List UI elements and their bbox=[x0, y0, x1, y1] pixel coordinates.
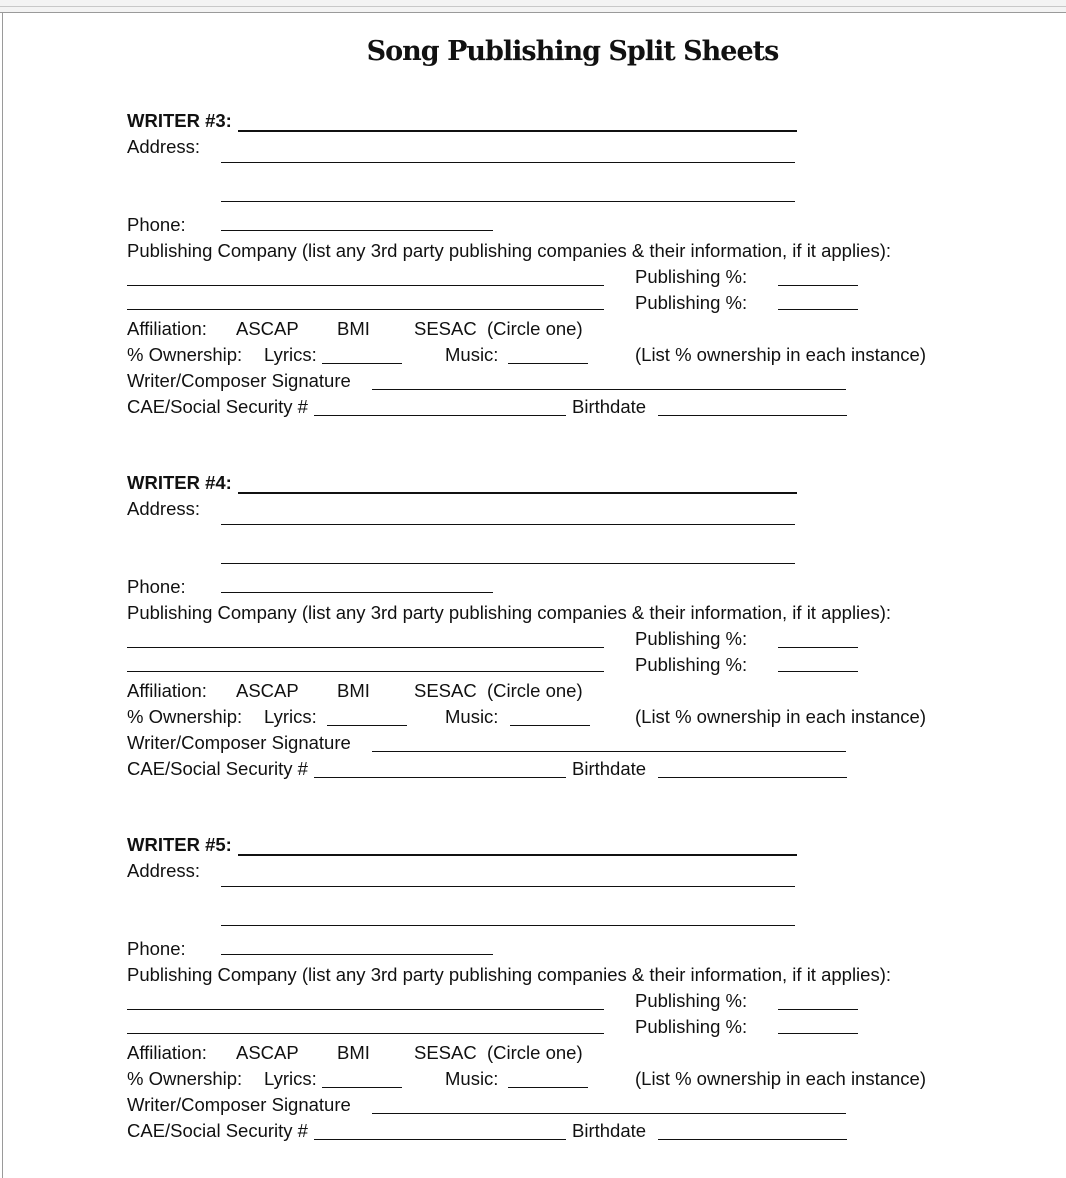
lyrics-pct-field[interactable] bbox=[322, 1087, 402, 1088]
writer-name-field[interactable] bbox=[238, 130, 797, 132]
phone-field[interactable] bbox=[221, 954, 493, 955]
publishing-pct-field-1[interactable] bbox=[778, 1009, 858, 1010]
writer-section bbox=[0, 834, 1066, 1174]
affiliation-ascap[interactable]: ASCAP bbox=[236, 318, 299, 339]
affiliation-label: Affiliation: bbox=[127, 680, 207, 701]
music-pct-field[interactable] bbox=[510, 725, 590, 726]
address-label: Address: bbox=[127, 498, 201, 519]
ownership-note: (List % ownership in each instance) bbox=[635, 1068, 927, 1089]
birthdate-field[interactable] bbox=[658, 415, 847, 416]
circle-one-note: (Circle one) bbox=[487, 1042, 583, 1063]
signature-label: Writer/Composer Signature bbox=[127, 732, 351, 753]
signature-field[interactable] bbox=[372, 389, 846, 390]
phone-label: Phone: bbox=[127, 938, 186, 959]
cae-ssn-label: CAE/Social Security # bbox=[127, 758, 308, 779]
music-label: Music: bbox=[445, 1068, 499, 1089]
page-title: Song Publishing Split Sheets bbox=[366, 36, 779, 67]
lyrics-label: Lyrics: bbox=[264, 344, 317, 365]
publishing-pct-label-2: Publishing %: bbox=[635, 292, 748, 313]
signature-label: Writer/Composer Signature bbox=[127, 1094, 351, 1115]
ownership-note: (List % ownership in each instance) bbox=[635, 706, 927, 727]
address-line-1-field[interactable] bbox=[221, 162, 795, 163]
affiliation-label: Affiliation: bbox=[127, 1042, 207, 1063]
ownership-label: % Ownership: bbox=[127, 344, 243, 365]
publishing-pct-label-2: Publishing %: bbox=[635, 654, 748, 675]
publishing-company-field-2[interactable] bbox=[127, 671, 604, 672]
cae-ssn-label: CAE/Social Security # bbox=[127, 396, 308, 417]
publishing-company-field-1[interactable] bbox=[127, 285, 604, 286]
ownership-label: % Ownership: bbox=[127, 1068, 243, 1089]
address-label: Address: bbox=[127, 136, 201, 157]
writer-name-field[interactable] bbox=[238, 854, 797, 856]
publishing-company-label: Publishing Company (list any 3rd party publishing companies & their information, if it applies): bbox=[127, 240, 892, 261]
writer-heading: WRITER #5: bbox=[127, 834, 232, 855]
circle-one-note: (Circle one) bbox=[487, 680, 583, 701]
signature-field[interactable] bbox=[372, 1113, 846, 1114]
phone-field[interactable] bbox=[221, 592, 493, 593]
phone-label: Phone: bbox=[127, 576, 186, 597]
affiliation-ascap[interactable]: ASCAP bbox=[236, 1042, 299, 1063]
affiliation-bmi[interactable]: BMI bbox=[337, 1042, 370, 1063]
lyrics-pct-field[interactable] bbox=[322, 363, 402, 364]
writer-heading: WRITER #3: bbox=[127, 110, 232, 131]
publishing-company-field-2[interactable] bbox=[127, 309, 604, 310]
ownership-note: (List % ownership in each instance) bbox=[635, 344, 927, 365]
publishing-pct-field-2[interactable] bbox=[778, 671, 858, 672]
publishing-company-field-2[interactable] bbox=[127, 1033, 604, 1034]
publishing-pct-label-2: Publishing %: bbox=[635, 1016, 748, 1037]
signature-field[interactable] bbox=[372, 751, 846, 752]
cae-ssn-field[interactable] bbox=[314, 1139, 566, 1140]
affiliation-sesac[interactable]: SESAC bbox=[414, 1042, 477, 1063]
phone-label: Phone: bbox=[127, 214, 186, 235]
publishing-pct-label-1: Publishing %: bbox=[635, 266, 748, 287]
affiliation-ascap[interactable]: ASCAP bbox=[236, 680, 299, 701]
publishing-pct-field-1[interactable] bbox=[778, 647, 858, 648]
publishing-company-field-1[interactable] bbox=[127, 647, 604, 648]
address-line-2-field[interactable] bbox=[221, 563, 795, 564]
cae-ssn-field[interactable] bbox=[314, 415, 566, 416]
music-label: Music: bbox=[445, 706, 499, 727]
publishing-pct-field-1[interactable] bbox=[778, 285, 858, 286]
publishing-company-field-1[interactable] bbox=[127, 1009, 604, 1010]
birthdate-field[interactable] bbox=[658, 1139, 847, 1140]
publishing-pct-field-2[interactable] bbox=[778, 1033, 858, 1034]
lyrics-label: Lyrics: bbox=[264, 1068, 317, 1089]
birthdate-label: Birthdate bbox=[572, 1120, 647, 1141]
address-line-2-field[interactable] bbox=[221, 925, 795, 926]
birthdate-field[interactable] bbox=[658, 777, 847, 778]
affiliation-sesac[interactable]: SESAC bbox=[414, 680, 477, 701]
circle-one-note: (Circle one) bbox=[487, 318, 583, 339]
writer-name-field[interactable] bbox=[238, 492, 797, 494]
signature-label: Writer/Composer Signature bbox=[127, 370, 351, 391]
publishing-pct-field-2[interactable] bbox=[778, 309, 858, 310]
publishing-company-label: Publishing Company (list any 3rd party publishing companies & their information, if it applies): bbox=[127, 964, 892, 985]
writer-heading: WRITER #4: bbox=[127, 472, 232, 493]
music-label: Music: bbox=[445, 344, 499, 365]
writer-section bbox=[0, 110, 1066, 450]
address-line-2-field[interactable] bbox=[221, 201, 795, 202]
ownership-label: % Ownership: bbox=[127, 706, 243, 727]
cae-ssn-field[interactable] bbox=[314, 777, 566, 778]
affiliation-label: Affiliation: bbox=[127, 318, 207, 339]
window-top-edge bbox=[0, 0, 1066, 13]
affiliation-sesac[interactable]: SESAC bbox=[414, 318, 477, 339]
writer-section bbox=[0, 472, 1066, 812]
birthdate-label: Birthdate bbox=[572, 396, 647, 417]
music-pct-field[interactable] bbox=[508, 1087, 588, 1088]
music-pct-field[interactable] bbox=[508, 363, 588, 364]
affiliation-bmi[interactable]: BMI bbox=[337, 680, 370, 701]
phone-field[interactable] bbox=[221, 230, 493, 231]
publishing-pct-label-1: Publishing %: bbox=[635, 628, 748, 649]
address-line-1-field[interactable] bbox=[221, 886, 795, 887]
publishing-pct-label-1: Publishing %: bbox=[635, 990, 748, 1011]
lyrics-pct-field[interactable] bbox=[327, 725, 407, 726]
cae-ssn-label: CAE/Social Security # bbox=[127, 1120, 308, 1141]
birthdate-label: Birthdate bbox=[572, 758, 647, 779]
address-label: Address: bbox=[127, 860, 201, 881]
lyrics-label: Lyrics: bbox=[264, 706, 317, 727]
address-line-1-field[interactable] bbox=[221, 524, 795, 525]
affiliation-bmi[interactable]: BMI bbox=[337, 318, 370, 339]
publishing-company-label: Publishing Company (list any 3rd party publishing companies & their information, if it applies): bbox=[127, 602, 892, 623]
